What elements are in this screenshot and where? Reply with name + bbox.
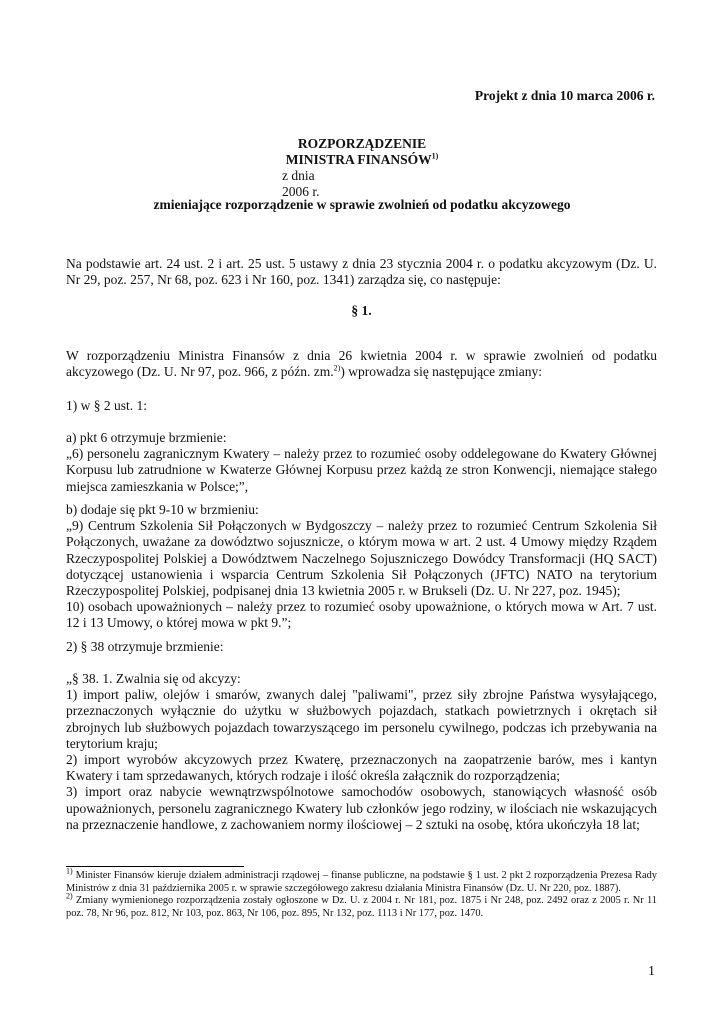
page-number: 1	[648, 964, 655, 979]
footnote-1-text: Minister Finansów kieruje działem administracji rządowej – finanse publiczne, na podstawie § 1 ust. 2 pkt 2 rozporządzenia Prezesa Rady Ministrów z dnia 31 października 2005 r. w sprawie szczegółowego zakresu działania Ministra Finansów (Dz. U. Nr 220, poz. 1887).	[66, 870, 657, 894]
item-b-point-10: 10) osobach upoważnionych – należy przez to rozumieć osoby upoważnione, o których mowa w Art. 7 ust. 12 i 13 Umowy, o której mowa w pkt 9.”;	[66, 599, 657, 631]
s38-point-2: 2) import wyrobów akcyzowych przez Kwaterę, przeznaczonych na zaopatrzenie barów, mes i kantyn Kwatery i tam sprzedawanych, których rodzaje i ilość określa załącznik do rozporządzenia;	[66, 752, 657, 784]
item-b	[66, 502, 657, 632]
date-prefix: z dnia	[282, 168, 315, 183]
item-a-text: „6) personelu zagranicznym Kwatery – należy przez to rozumieć osoby oddelegowane do Kwatery Głównej Korpusu lub zatrudnione w Kwaterze Głównej Korpusu przez każdą ze stron Konwencji, niemające stałego miejsca zamieszkania w Polsce;”,	[66, 446, 657, 494]
footnote-1-marker: 1)	[66, 866, 73, 876]
title-block	[0, 136, 724, 200]
footnote-ref-2: 2)	[333, 363, 341, 373]
footnote-divider	[66, 866, 244, 867]
title-date-line	[0, 168, 724, 200]
s38-point-1: 1) import paliw, olejów i smarów, zwanych dalej "paliwami", przez siły zbrojne Państwa wysyłającego, przeznaczonych wyłącznie do użytku w służbowych pojazdach, statkach powietrznych i okrętach sił zbrojnych lub służbowych pojazdach towarzyszącego im personelu cywilnego, podczas ich przebywania na terytorium kraju;	[66, 687, 657, 751]
para1-text-a: W rozporządzeniu Ministra Finansów z dnia 26 kwietnia 2004 r. w sprawie zwolnień od podatku akcyzowego (Dz. U. Nr 97, poz. 966, z późn. zm.	[66, 348, 657, 380]
para1-text-b: ) wprowadza się następujące zmiany:	[340, 364, 543, 380]
title-ministry: MINISTRA FINANSÓW	[285, 152, 432, 167]
footnotes	[66, 866, 657, 920]
date-year: 2006 r.	[282, 184, 320, 199]
item-a-heading: a) pkt 6 otrzymuje brzmienie:	[66, 430, 227, 445]
section-38	[66, 671, 657, 833]
document-subtitle: zmieniające rozporządzenie w sprawie zwolnień od podatku akcyzowego	[153, 197, 571, 212]
paragraph-1	[66, 348, 657, 380]
section-1-heading: § 1.	[351, 303, 372, 318]
title-line-1: ROZPORZĄDZENIE	[297, 136, 427, 151]
item-b-point-9: „9) Centrum Szkolenia Sił Połączonych w Bydgoszczy – należy przez to rozumieć Centrum Szkolenia Sił Połączonych, uważane za dowództwo sojusznicze, o którym mowa w art. 2 ust. 4 Umowy między Rządem Rzeczypospolitej Polskiej a Dowództwem Naczelnego Sojuszniczego Dowódcy Transformacji (HQ SACT) dotyczącej ustanowienia i wsparcia Centrum Szkolenia Sił Połączonych (JFTC) NATO na terytorium Rzeczypospolitej Polskiej, podpisanej dnia 13 kwietnia 2005 r. w Brukseli (Dz. U. Nr 227, poz. 1945);	[66, 518, 657, 599]
footnote-2-marker: 2)	[66, 891, 73, 901]
footnote-2-text: Zmiany wymienionego rozporządzenia zostały ogłoszone w Dz. U. z 2004 r. Nr 181, poz. 1875 i Nr 248, poz. 2492 oraz z 2005 r. Nr 11 poz. 78, Nr 96, poz. 812, Nr 103, poz. 863, Nr 106, poz. 895, Nr 132, poz. 1113 i Nr 177, poz. 1470.	[66, 895, 657, 919]
draft-date-header: Projekt z dnia 10 marca 2006 r.	[474, 88, 655, 103]
item-a	[66, 430, 657, 495]
s38-point-3: 3) import oraz nabycie wewnątrzwspólnotowe samochodów osobowych, stanowiących własność osób upoważnionych, personelu zagranicznego Kwatery lub członków jego rodziny, w ilościach nie wskazujących na przeznaczenie handlowe, z zachowaniem normy ilościowej – 2 sztuki na osobę, która ukończyła 18 lat;	[66, 784, 657, 832]
title-line-2	[0, 152, 724, 168]
footnote-2	[66, 891, 657, 920]
item-2: 2) § 38 otrzymuje brzmienie:	[66, 639, 224, 654]
footnote-ref-1: 1)	[431, 151, 439, 161]
footnote-1	[66, 866, 657, 895]
item-1: 1) w § 2 ust. 1:	[66, 398, 147, 413]
intro-paragraph	[66, 256, 657, 288]
intro-text: Na podstawie art. 24 ust. 2 i art. 25 ust. 5 ustawy z dnia 23 stycznia 2004 r. o podatku akcyzowym (Dz. U. Nr 29, poz. 257, Nr 68, poz. 623 i Nr 160, poz. 1341) zarządza się, co następuje:	[66, 256, 657, 288]
s38-heading: „§ 38. 1. Zwalnia się od akcyzy:	[66, 671, 241, 686]
item-b-heading: b) dodaje się pkt 9-10 w brzmieniu:	[66, 502, 259, 517]
